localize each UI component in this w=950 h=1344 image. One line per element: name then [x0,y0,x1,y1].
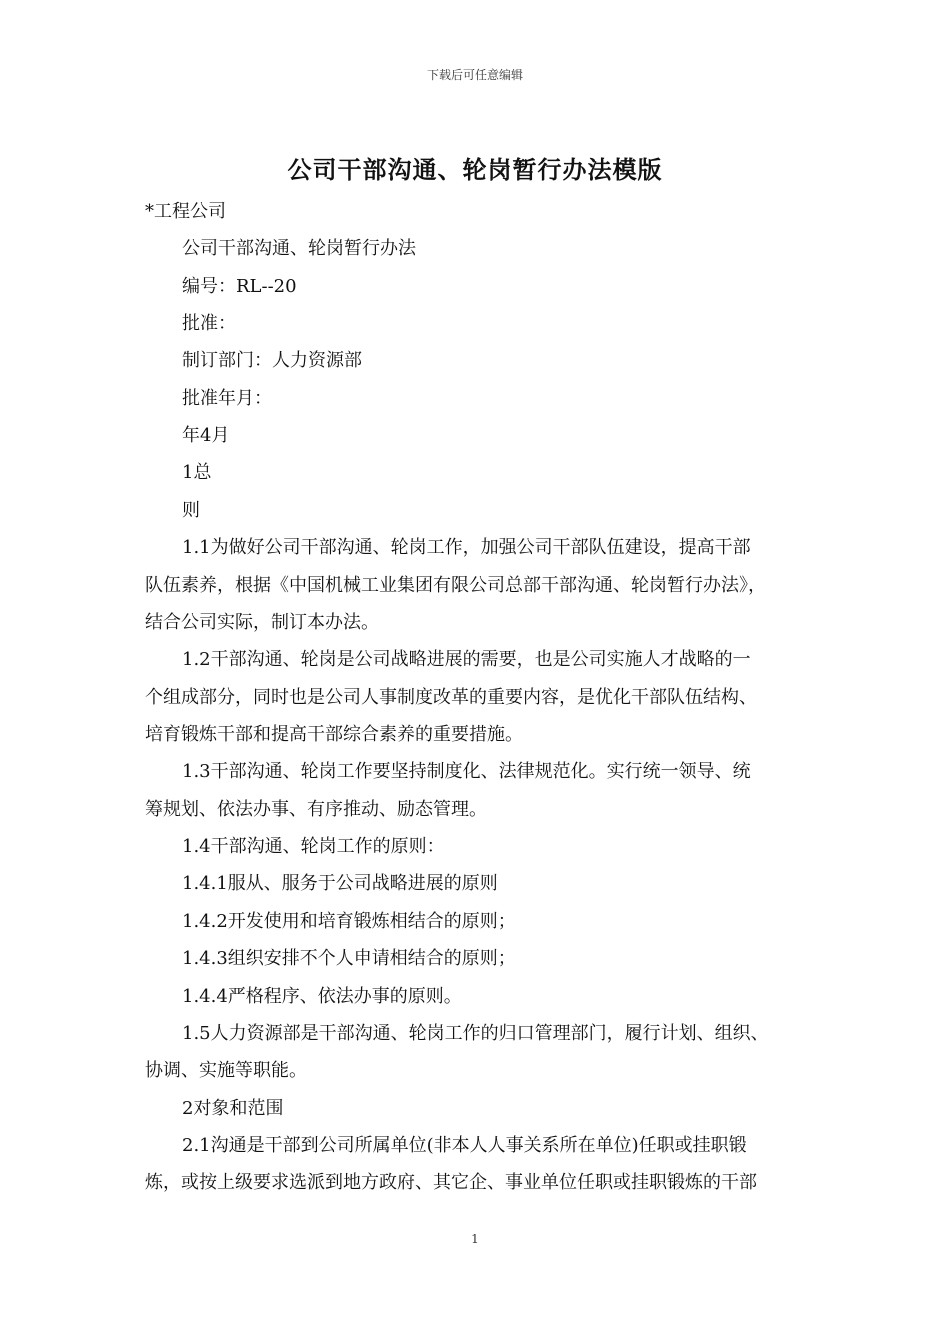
document-title: 公司干部沟通、轮岗暂行办法模版 [287,155,663,184]
paragraph-2-1-line: 2.1沟通是干部到公司所属单位(非本人人事关系所在单位)任职或挂职锻 [182,1135,747,1156]
paragraph-1-5-line: 协调、实施等职能。 [145,1060,307,1081]
paragraph-1-3-line: 1.3干部沟通、轮岗工作要坚持制度化、法律规范化。实行统一领导、统 [182,761,751,782]
section-2-heading: 2对象和范围 [182,1098,284,1119]
document-number: 编号：RL--20 [182,276,297,297]
paragraph-1-2-line: 培育锻炼干部和提高干部综合素养的重要措施。 [145,724,523,745]
section-1-heading-part2: 则 [182,500,200,521]
paragraph-1-1-line: 队伍素养，根据《中国机械工业集团有限公司总部干部沟通、轮岗暂行办法》， [145,575,766,596]
paragraph-1-4-2: 1.4.2开发使用和培育锻炼相结合的原则； [182,911,516,932]
paragraph-1-4-4: 1.4.4严格程序、依法办事的原则。 [182,986,462,1007]
paragraph-1-1-line: 结合公司实际，制订本办法。 [145,612,379,633]
section-1-heading-part1: 1总 [182,462,212,483]
page-number: 1 [471,1232,479,1246]
date-line: 年4月 [182,425,230,446]
paragraph-1-5-line: 1.5人力资源部是干部沟通、轮岗工作的归口管理部门，履行计划、组织、 [182,1023,769,1044]
paragraph-1-4-3: 1.4.3组织安排不个人申请相结合的原则； [182,948,516,969]
paragraph-1-1-line: 1.1为做好公司干部沟通、轮岗工作，加强公司干部队伍建设，提高干部 [182,537,751,558]
subtitle: 公司干部沟通、轮岗暂行办法 [182,238,416,259]
department-line: 制订部门：人力资源部 [182,350,362,371]
paragraph-1-4: 1.4干部沟通、轮岗工作的原则： [182,836,445,857]
paragraph-2-1-line: 炼，或按上级要求选派到地方政府、其它企、事业单位任职或挂职锻炼的干部 [145,1172,757,1193]
company-name: *工程公司 [145,201,226,222]
approval-date-label: 批准年月： [182,388,272,409]
paragraph-1-4-1: 1.4.1服从、服务于公司战略进展的原则 [182,873,498,894]
paragraph-1-2-line: 个组成部分，同时也是公司人事制度改革的重要内容，是优化干部队伍结构、 [145,687,757,708]
paragraph-1-2-line: 1.2干部沟通、轮岗是公司战略进展的需要，也是公司实施人才战略的一 [182,649,751,670]
approval-label: 批准： [182,313,236,334]
header-note: 下载后可任意编辑 [426,68,523,82]
paragraph-1-3-line: 筹规划、依法办事、有序推动、励态管理。 [145,799,487,820]
